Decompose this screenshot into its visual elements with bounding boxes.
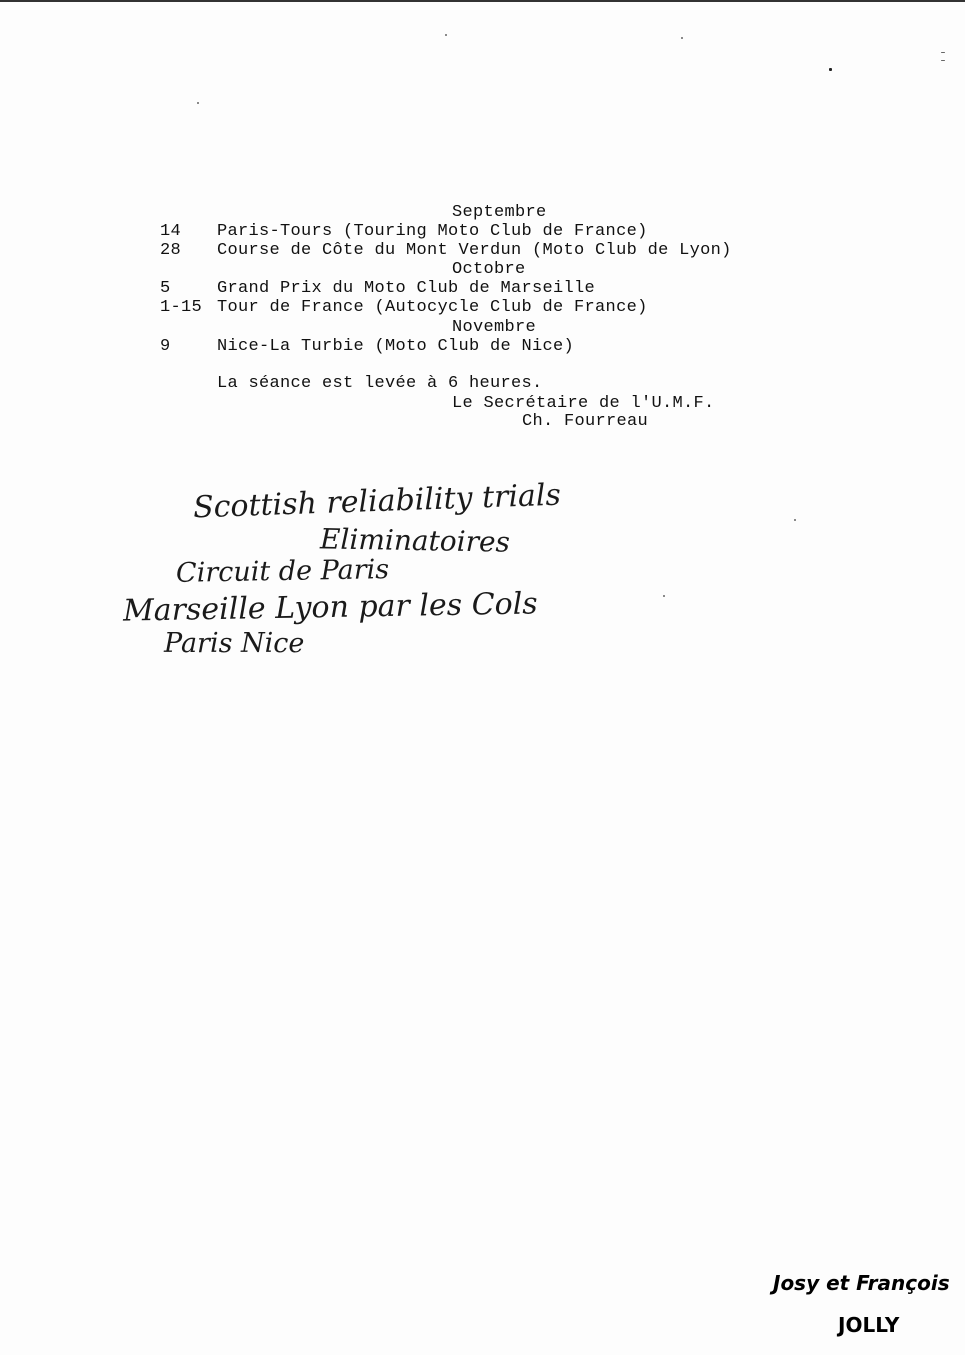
- event-day: 5: [160, 279, 171, 298]
- signature-name: Ch. Fourreau: [522, 412, 649, 431]
- event-day: 9: [160, 337, 171, 356]
- event-day: 28: [160, 241, 182, 260]
- event-name: Course de Côte du Mont Verdun (Moto Club de Lyon): [217, 241, 732, 260]
- scan-speck: [941, 60, 945, 61]
- scan-speck: [445, 34, 447, 36]
- signature-title: Le Secrétaire de l'U.M.F.: [452, 394, 715, 413]
- handwritten-note: Scottish reliability trials: [192, 477, 562, 526]
- handwritten-note: Circuit de Paris: [175, 554, 390, 589]
- credit-surname: JOLLY: [838, 1313, 900, 1337]
- page-top-edge: [0, 0, 965, 2]
- month-heading-novembre: Novembre: [452, 318, 537, 337]
- handwritten-note: Marseille Lyon par les Cols: [122, 586, 538, 629]
- closing-statement: La séance est levée à 6 heures.: [217, 374, 543, 393]
- event-day: 14: [160, 222, 182, 241]
- scan-speck: [829, 68, 832, 71]
- event-day: 1-15: [160, 298, 203, 317]
- event-name: Tour de France (Autocycle Club de France): [217, 298, 648, 317]
- month-heading-septembre: Septembre: [452, 203, 547, 222]
- scan-speck: [941, 52, 945, 53]
- event-name: Nice-La Turbie (Moto Club de Nice): [217, 337, 575, 356]
- credit-names: Josy et François: [773, 1271, 950, 1295]
- event-name: Paris-Tours (Touring Moto Club de France): [217, 222, 648, 241]
- scan-speck: [794, 519, 796, 521]
- month-heading-octobre: Octobre: [452, 260, 526, 279]
- handwritten-note: Eliminatoires: [319, 522, 511, 559]
- event-name: Grand Prix du Moto Club de Marseille: [217, 279, 596, 298]
- handwritten-note: Paris Nice: [164, 628, 305, 659]
- scan-speck: [197, 102, 199, 104]
- scan-speck: [681, 37, 683, 39]
- scan-speck: [663, 595, 665, 597]
